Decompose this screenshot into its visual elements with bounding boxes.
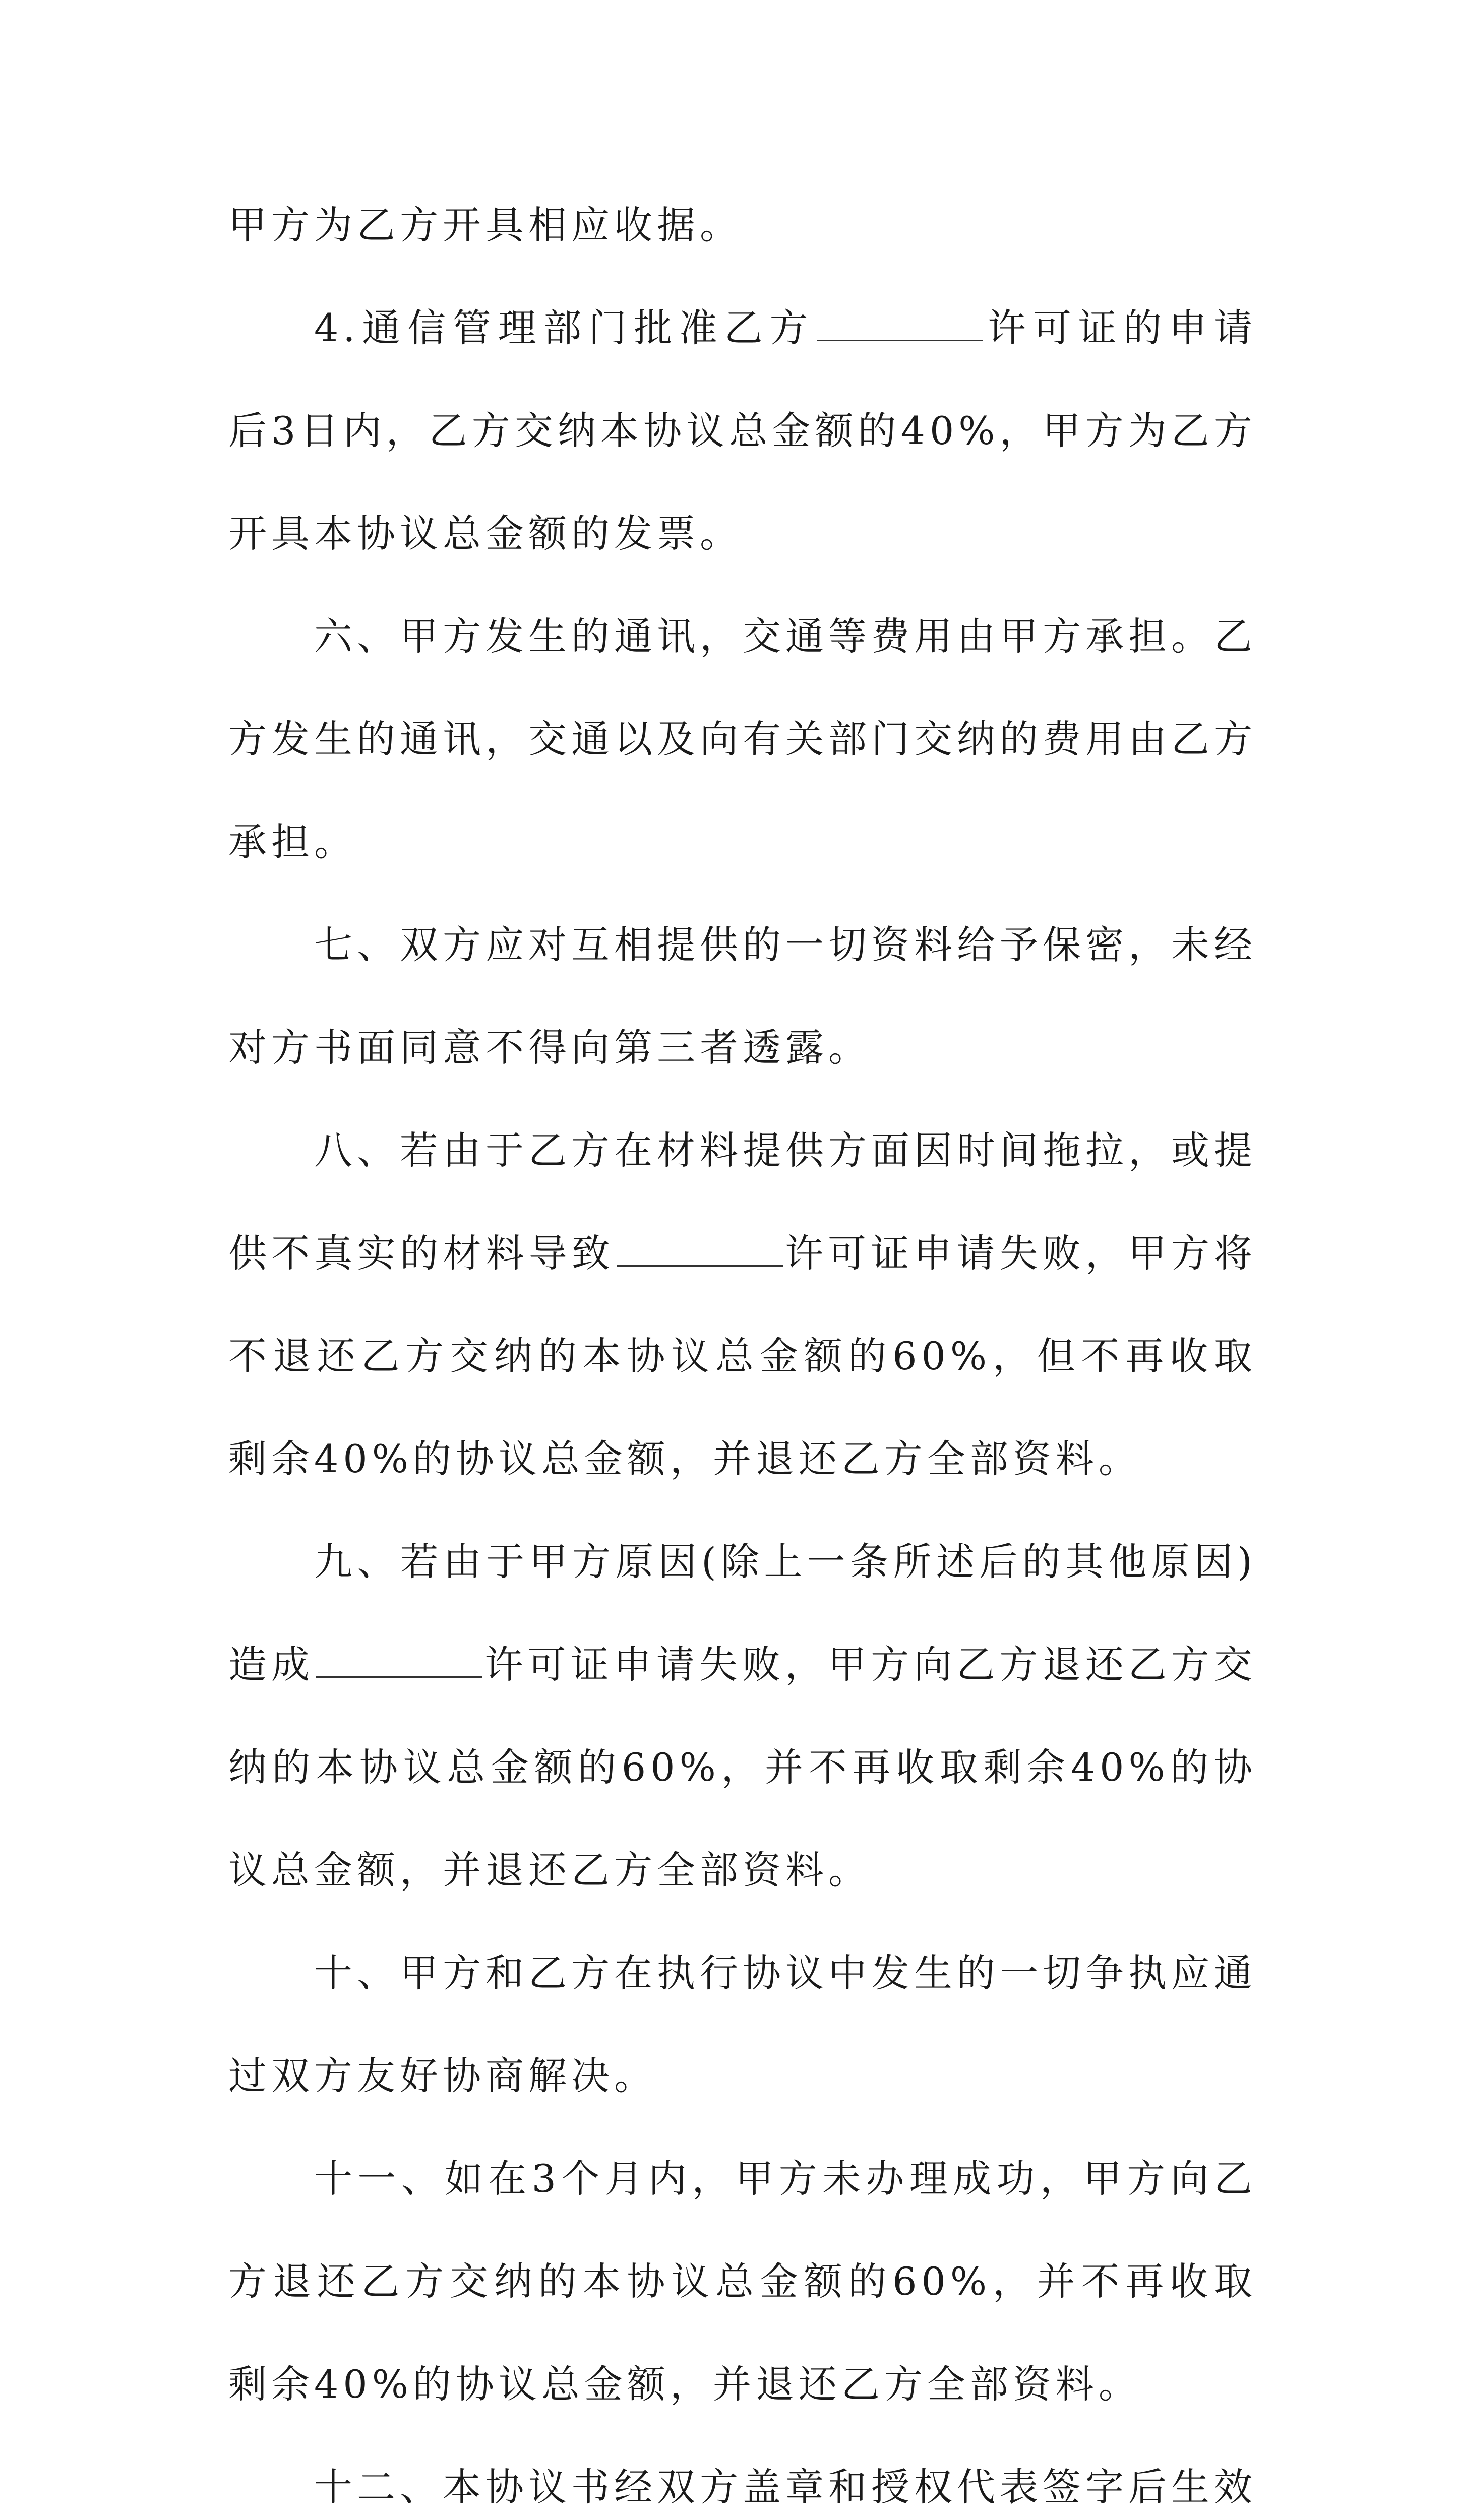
- fill-in-blank: [617, 1260, 783, 1267]
- fill-in-blank: [817, 335, 983, 341]
- paragraph-text: 许可证申请失败，甲方向乙方退还乙方交纳的本协议总金额的60%，并不再收取剩余40%的协议总金额，并退还乙方全部资料。: [228, 1642, 1257, 1893]
- paragraph-text: 十、甲方和乙方在执行协议中发生的一切争执应通过双方友好协商解决。: [228, 1950, 1257, 2098]
- paragraph-text: 许可证申请失败，甲方将不退还乙方交纳的本协议总金额的60%，但不再收取剩余40%的协议总金额，并退还乙方全部资料。: [228, 1231, 1257, 1481]
- paragraph-text: 八、若由于乙方在材料提供方面因时间拖拉，或提供不真实的材料导致: [228, 1128, 1257, 1276]
- paragraph-clause-6: [228, 585, 1257, 894]
- paragraph-clause-11: [228, 2127, 1257, 2436]
- paragraph-clause-4: [228, 277, 1257, 585]
- document-body: [228, 174, 1257, 2520]
- paragraph-clause-10: [228, 1922, 1257, 2127]
- paragraph-clause-12: [228, 2436, 1257, 2520]
- paragraph-text: 甲方为乙方开具相应收据。: [228, 203, 743, 247]
- paragraph-clause-7: [228, 894, 1257, 1099]
- paragraph-text: 十二、本协议书经双方盖章和授权代表签字后生效: [314, 2465, 1257, 2509]
- paragraph-text: 十一、如在3个月内，甲方未办理成功，甲方向乙方退还乙方交纳的本协议总金额的60%，并不再收取剩余40%的协议总金额，并退还乙方全部资料。: [228, 2156, 1257, 2407]
- paragraph-text: 许可证的申请后3日内，乙方交纳本协议总金额的40%，甲方为乙方开具本协议总金额的发票。: [228, 305, 1257, 556]
- paragraph-text: 六、甲方发生的通讯，交通等费用由甲方承担。乙方发生的通讯，交通以及向有关部门交纳的费用由乙方承担。: [228, 614, 1257, 864]
- paragraph-text: 七、双方应对互相提供的一切资料给予保密，未经对方书面同意不得向第三者透露。: [228, 922, 1257, 1070]
- paragraph-text: 九、若由于甲方原因(除上一条所述后的其他原因)造成: [228, 1539, 1257, 1687]
- paragraph-text: 4.通信管理部门批准乙方: [314, 305, 815, 350]
- paragraph-receipt: [228, 174, 1257, 277]
- paragraph-clause-9: [228, 1510, 1257, 1922]
- fill-in-blank: [316, 1671, 482, 1678]
- paragraph-clause-8: [228, 1099, 1257, 1510]
